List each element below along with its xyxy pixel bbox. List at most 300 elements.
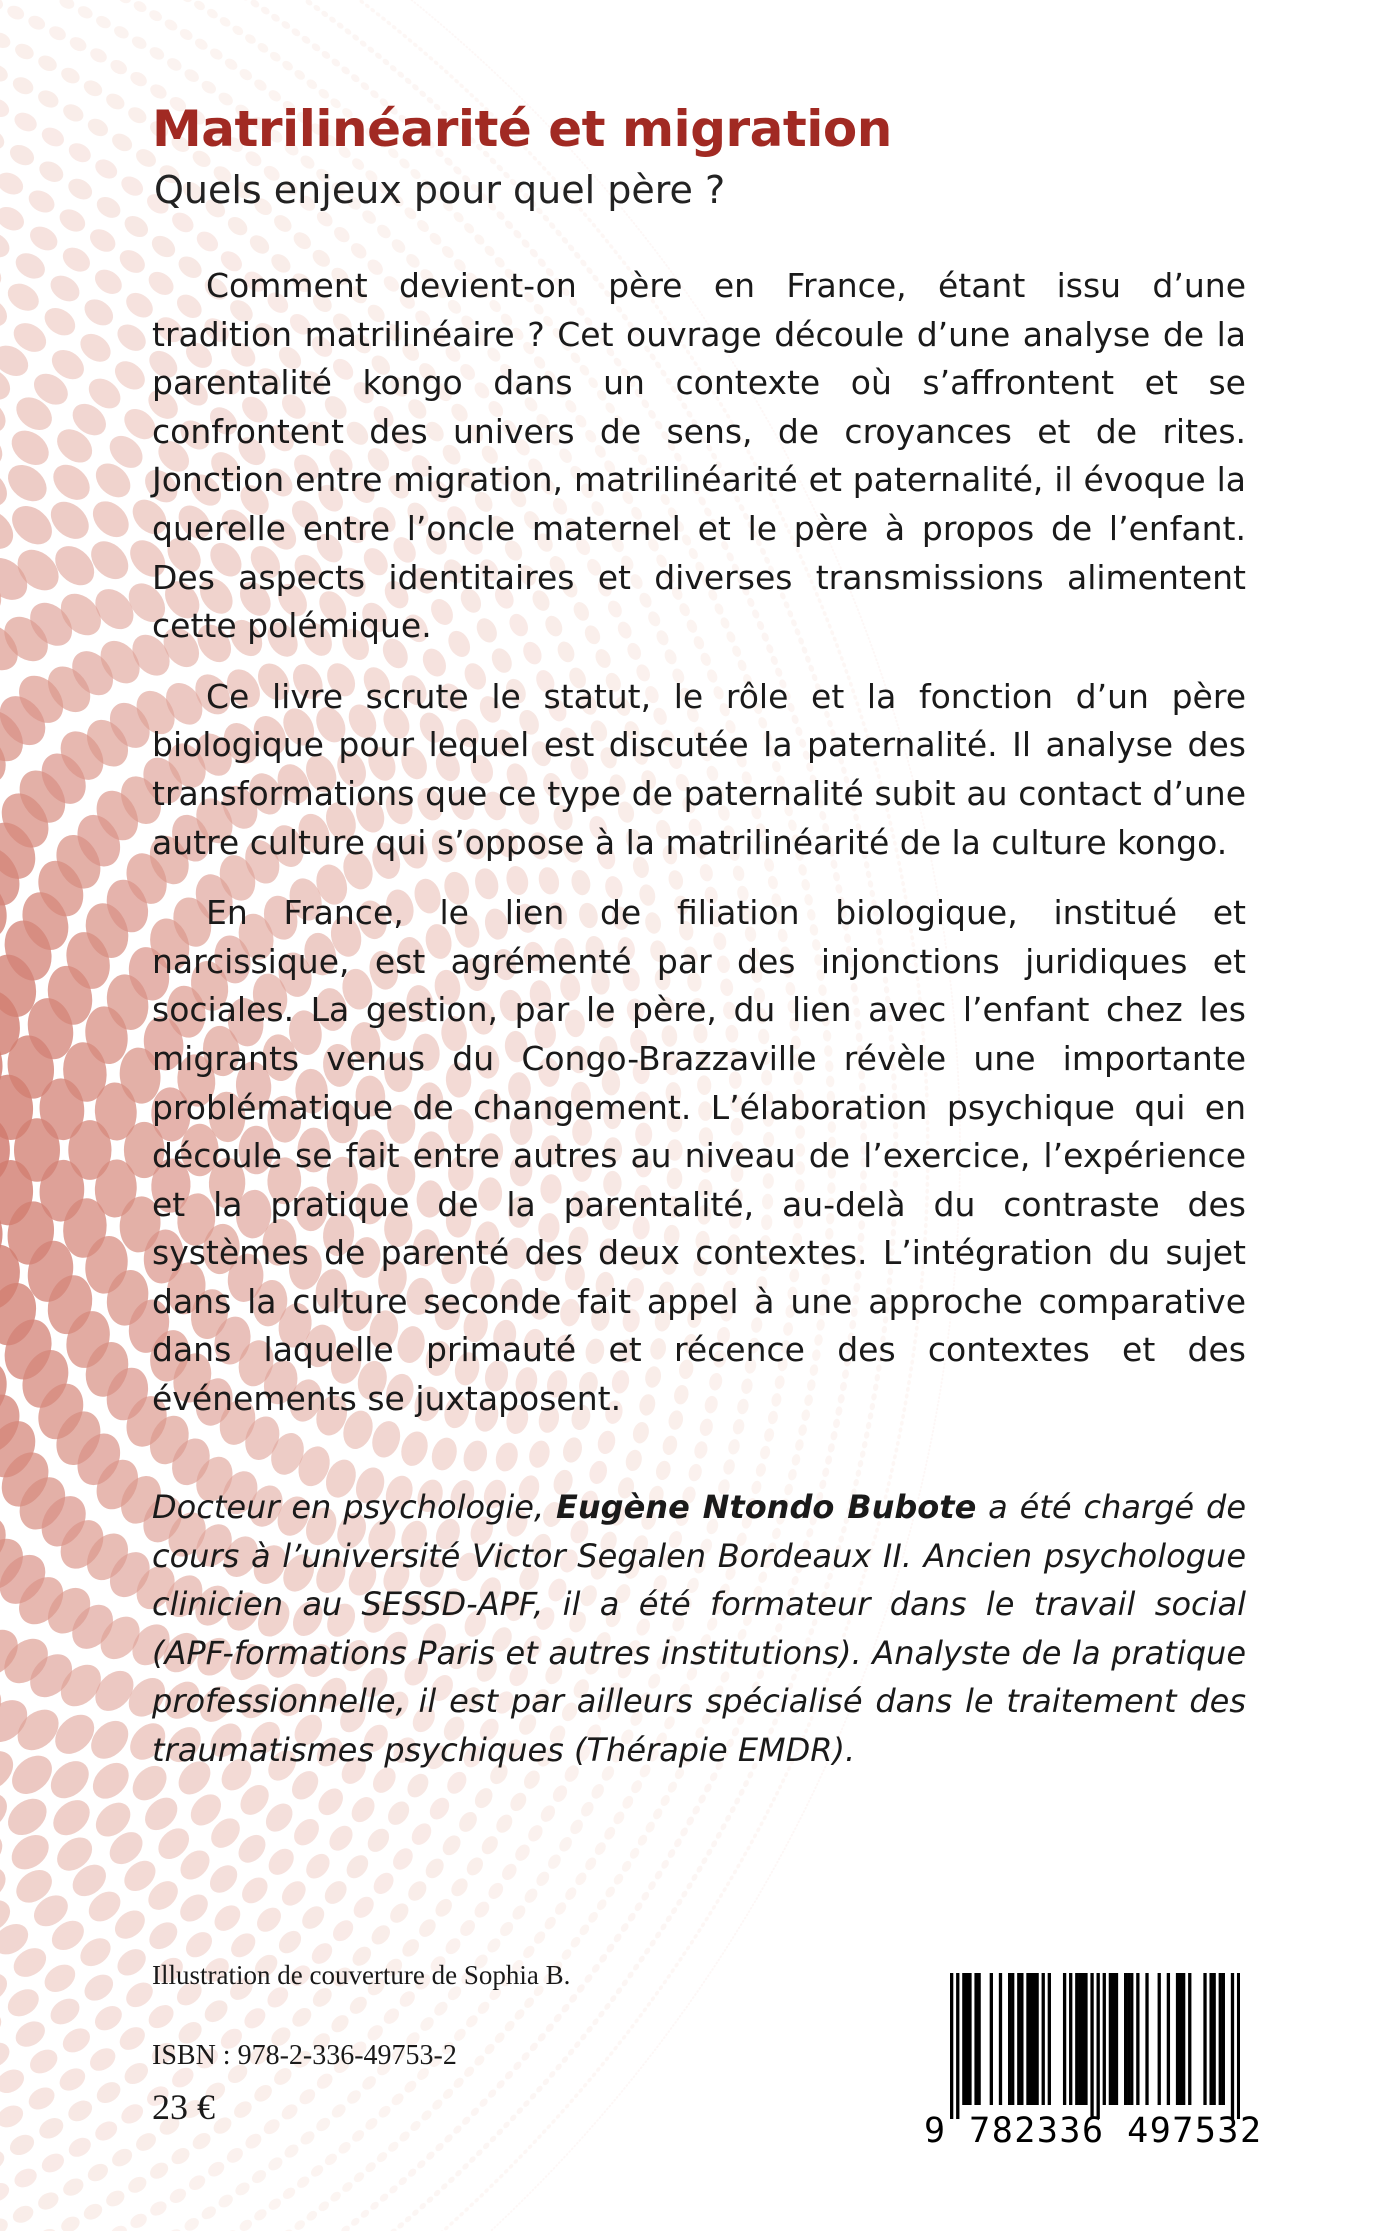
decorative-dot [496, 74, 499, 77]
decorative-dot [770, 1870, 773, 1873]
decorative-dot [590, 1963, 601, 1975]
decorative-dot [922, 1474, 925, 1477]
decorative-dot [4, 498, 59, 552]
decorative-dot [368, 1922, 394, 1949]
decorative-dot [391, 24, 397, 30]
decorative-dot [369, 89, 381, 100]
decorative-dot [293, 68, 307, 82]
decorative-dot [239, 0, 251, 2]
decorative-dot [654, 1930, 663, 1939]
barcode-bar [1103, 1973, 1106, 2105]
decorative-dot [448, 30, 451, 33]
decorative-dot [36, 157, 67, 186]
decorative-dot [374, 222, 393, 241]
decorative-dot [742, 1920, 745, 1923]
decorative-dot [762, 1815, 768, 1821]
decorative-dot [58, 2213, 82, 2231]
decorative-dot [626, 1911, 637, 1923]
decorative-dot [679, 1826, 690, 1838]
decorative-dot [279, 2101, 301, 2122]
decorative-dot [637, 1955, 646, 1964]
decorative-dot [560, 2055, 569, 2064]
decorative-dot [6, 2131, 37, 2159]
barcode-bar [1176, 1973, 1179, 2105]
decorative-dot [471, 50, 474, 53]
decorative-dot [369, 7, 375, 13]
decorative-dot [300, 34, 312, 45]
decorative-dot [406, 2167, 418, 2178]
decorative-dot [578, 158, 581, 161]
decorative-dot [237, 67, 254, 83]
decorative-dot [555, 2113, 561, 2119]
barcode-bar [1203, 1973, 1206, 2105]
decorative-dot [495, 2079, 506, 2091]
decorative-dot [103, 90, 127, 112]
decorative-dot [602, 1825, 617, 1842]
decorative-dot [282, 2142, 301, 2161]
decorative-dot [802, 1810, 805, 1813]
decorative-dot [350, 1893, 378, 1922]
decorative-dot [208, 46, 225, 62]
decorative-dot [787, 1468, 798, 1481]
decorative-dot [926, 1460, 929, 1463]
decorative-dot [0, 30, 13, 51]
decorative-dot [628, 216, 631, 219]
barcode-bar [1112, 1973, 1115, 2105]
decorative-dot [626, 1970, 635, 1979]
decorative-dot [642, 2063, 645, 2066]
decorative-dot [46, 458, 96, 507]
decorative-dot [585, 2025, 594, 2034]
decorative-dot [328, 2190, 342, 2204]
decorative-dot [502, 2120, 511, 2129]
decorative-dot [534, 2186, 537, 2189]
decorative-dot [759, 1890, 762, 1893]
decorative-dot [787, 1840, 790, 1843]
decorative-dot [526, 2194, 529, 2197]
decorative-dot [76, 4, 95, 21]
decorative-dot [639, 230, 642, 233]
decorative-dot [5, 3, 26, 22]
decorative-dot [591, 2124, 594, 2127]
decorative-dot [408, 2119, 422, 2133]
blurb-paragraph: Ce livre scrute le statut, le rôle et la fonction d’un père biologique pour lequel est discutée la paternalité. Il analyse des transformations que ce type de paternalité subit au contact d’une autre culture qui s’oppose à la matrilinéarité de la culture kongo. [152, 676, 1246, 862]
decorative-dot [795, 1823, 798, 1826]
decorative-dot [458, 2211, 464, 2217]
decorative-dot [733, 1796, 741, 1805]
decorative-dot [3, 1984, 44, 2022]
decorative-dot [118, 2100, 147, 2127]
decorative-dot [598, 2116, 601, 2119]
decorative-dot [439, 1832, 464, 1859]
decorative-dot [547, 2172, 550, 2175]
decorative-dot [791, 1453, 802, 1466]
decorative-dot [305, 77, 319, 91]
decorative-dot [560, 2002, 571, 2014]
decorative-dot [651, 2051, 654, 2054]
decorative-dot [586, 2077, 592, 2083]
decorative-dot [261, 2116, 283, 2137]
decorative-dot [0, 227, 14, 262]
decorative-dot [620, 1859, 633, 1873]
decorative-dot [65, 2134, 94, 2161]
decorative-dot [433, 60, 439, 66]
decorative-dot [10, 2202, 36, 2226]
decorative-dot [148, 81, 170, 101]
decorative-dot [351, 33, 360, 42]
barcode-bar [962, 1973, 965, 2105]
decorative-dot [578, 2087, 584, 2093]
decorative-dot [792, 1830, 795, 1833]
barcode-bar [1109, 1973, 1112, 2105]
decorative-dot [497, 1919, 515, 1938]
decorative-dot [6, 141, 37, 169]
decorative-dot [653, 2048, 656, 2051]
decorative-dot [515, 2205, 518, 2208]
decorative-dot [666, 1780, 679, 1794]
decorative-dot [25, 186, 59, 217]
decorative-dot [928, 1448, 931, 1451]
decorative-dot [290, 229, 314, 253]
decorative-dot [88, 45, 110, 65]
decorative-dot [538, 1803, 558, 1825]
decorative-dot [749, 1839, 755, 1845]
decorative-dot [493, 71, 496, 74]
decorative-dot [665, 2033, 668, 2036]
decorative-dot [422, 51, 428, 57]
decorative-dot [46, 270, 85, 306]
decorative-dot [560, 236, 569, 245]
decorative-dot [55, 205, 89, 237]
decorative-dot [320, 1877, 351, 1908]
decorative-dot [790, 1834, 793, 1837]
decorative-dot [689, 1939, 695, 1945]
decorative-dot [386, 2140, 400, 2154]
decorative-dot [735, 1863, 741, 1869]
decorative-dot [658, 255, 661, 258]
decorative-dot [313, 1784, 348, 1820]
decorative-dot [593, 2122, 596, 2125]
decorative-dot [922, 1478, 925, 1481]
decorative-dot [312, 4, 321, 13]
decorative-dot [199, 78, 218, 96]
decorative-dot [81, 77, 105, 99]
decorative-dot [612, 1872, 625, 1886]
decorative-dot [36, 52, 60, 74]
decorative-dot [698, 1987, 701, 1990]
decorative-dot [718, 1892, 724, 1898]
decorative-dot [507, 2213, 510, 2216]
barcode-bar [1063, 1973, 1066, 2105]
decorative-dot [5, 1828, 56, 1877]
decorative-dot [689, 1999, 692, 2002]
decorative-dot [411, 2208, 420, 2217]
decorative-dot [118, 172, 147, 199]
decorative-dot [654, 1459, 673, 1482]
decorative-dot [629, 1778, 644, 1795]
decorative-dot [563, 2155, 566, 2158]
decorative-dot [667, 2030, 670, 2033]
decorative-dot [386, 20, 392, 26]
decorative-dot [92, 2117, 121, 2144]
decorative-dot [121, 212, 153, 242]
decorative-dot [738, 1926, 741, 1929]
barcode-bar [990, 1973, 993, 2105]
decorative-dot [623, 2087, 626, 2090]
decorative-dot [488, 66, 491, 69]
decorative-dot [10, 74, 36, 98]
decorative-dot [744, 1916, 747, 1919]
decorative-dot [441, 2087, 455, 2101]
decorative-dot [651, 1807, 664, 1821]
decorative-dot [573, 2040, 582, 2049]
decorative-dot [0, 2038, 14, 2073]
barcode-bar [1158, 1973, 1161, 2105]
barcode-bar [1209, 1973, 1212, 2105]
decorative-dot [520, 2199, 523, 2202]
decorative-dot [193, 227, 222, 255]
decorative-dot [380, 16, 386, 22]
decorative-dot [1, 1791, 54, 1842]
decorative-dot [687, 1462, 704, 1482]
decorative-dot [440, 244, 456, 261]
decorative-dot [189, 2130, 213, 2153]
decorative-dot [612, 249, 618, 255]
barcode-bar [965, 1973, 968, 2105]
decorative-dot [496, 2223, 499, 2226]
decorative-dot [112, 24, 131, 41]
decorative-dot [722, 1886, 728, 1892]
decorative-dot [567, 2048, 576, 2057]
decorative-dot [0, 256, 6, 293]
decorative-dot [86, 1756, 136, 1806]
barcode-bar [1017, 1973, 1020, 2105]
decorative-dot [462, 2065, 476, 2079]
decorative-dot [672, 2024, 675, 2027]
decorative-dot [740, 1923, 743, 1926]
barcode-bar [1167, 1973, 1170, 2105]
decorative-dot [662, 1979, 668, 1985]
decorative-dot [587, 1459, 610, 1486]
decorative-dot [498, 2173, 504, 2179]
barcode-bar [1124, 1973, 1127, 2105]
decorative-dot [583, 164, 586, 167]
author-bio-text: a été chargé de cours à l’université Victor Segalen Bordeaux II. Ancien psychologue clinicien au SESSD-APF, il a été formateur dans le travail social (APF-formations Paris et autres institutions). Analyste de la pratique professionnelle, il est par ailleurs spécialisé dans le traitement des traumatismes psychiques (Thérapie EMDR). [152, 1488, 1247, 1769]
decorative-dot [389, 2227, 398, 2231]
decorative-dot [648, 1939, 657, 1948]
barcode-bar [1084, 1973, 1087, 2105]
decorative-dot [384, 1797, 414, 1829]
decorative-dot [47, 23, 69, 42]
decorative-dot [623, 1448, 644, 1473]
decorative-dot [224, 2145, 246, 2166]
decorative-dot [857, 1459, 864, 1467]
decorative-dot [58, 2023, 94, 2057]
decorative-dot [765, 1808, 771, 1814]
decorative-dot [293, 2218, 307, 2231]
decorative-dot [552, 2012, 563, 2024]
barcode-bar [1188, 1973, 1191, 2105]
decorative-dot [305, 2209, 319, 2223]
decorative-dot [544, 2175, 547, 2178]
decorative-dot [589, 1782, 606, 1801]
decorative-dot [649, 2054, 652, 2057]
decorative-dot [434, 2141, 445, 2152]
decorative-dot [518, 95, 521, 98]
decorative-dot [457, 1917, 478, 1939]
decorative-dot [608, 2050, 614, 2056]
decorative-dot [925, 1463, 928, 1466]
decorative-dot [680, 1890, 688, 1899]
barcode-bar [968, 1973, 971, 2105]
decorative-dot [266, 2196, 283, 2212]
decorative-dot [465, 45, 468, 48]
decorative-dot [46, 1793, 96, 1842]
decorative-dot [246, 232, 273, 258]
decorative-dot [11, 2016, 50, 2052]
decorative-dot [439, 23, 442, 26]
decorative-dot [495, 2127, 504, 2136]
decorative-dot [81, 2201, 105, 2223]
decorative-dot [595, 227, 601, 233]
decorative-dot [501, 79, 504, 82]
decorative-dot [642, 2007, 648, 2013]
decorative-dot [440, 2182, 449, 2191]
decorative-dot [426, 1794, 453, 1823]
decorative-dot [289, 2004, 315, 2030]
decorative-dot [359, 39, 368, 48]
barcode-bar [1081, 1973, 1084, 2105]
decorative-dot [128, 69, 150, 89]
decorative-dot [548, 221, 557, 230]
decorative-dot [888, 1474, 893, 1480]
decorative-dot [280, 2227, 294, 2231]
decorative-dot [780, 1778, 786, 1784]
barcode-bar [956, 1973, 959, 2119]
decorative-dot [352, 2170, 366, 2184]
decorative-dot [366, 45, 375, 54]
decorative-dot [109, 130, 136, 155]
decorative-dot [732, 1869, 738, 1875]
decorative-dot [510, 87, 513, 90]
decorative-dot [408, 1820, 436, 1849]
decorative-dot [629, 2023, 635, 2029]
decorative-dot [425, 2195, 434, 2204]
decorative-dot [761, 1887, 764, 1890]
decorative-dot [205, 7, 219, 20]
barcode-bar [1097, 1973, 1100, 2119]
decorative-dot [621, 2034, 627, 2040]
decorative-dot [738, 1788, 746, 1797]
decorative-dot [328, 2012, 352, 2036]
decorative-dot [739, 1857, 745, 1863]
decorative-dot [892, 1454, 897, 1460]
decorative-dot [428, 13, 431, 16]
decorative-dot [231, 24, 245, 37]
decorative-dot [691, 1804, 701, 1816]
decorative-dot [573, 1870, 589, 1887]
decorative-dot [493, 2178, 499, 2184]
decorative-dot [237, 2217, 254, 2231]
decorative-dot [455, 1809, 480, 1836]
barcode-bar [1042, 1973, 1045, 2105]
decorative-dot [658, 1984, 664, 1990]
decorative-dot [609, 1994, 618, 2003]
decorative-dot [508, 2163, 514, 2169]
author-bio-prefix: Docteur en psychologie, [152, 1488, 557, 1526]
decorative-dot [461, 2162, 470, 2171]
decorative-dot [579, 2032, 588, 2041]
decorative-dot [560, 2158, 563, 2161]
decorative-dot [360, 2073, 379, 2092]
decorative-dot [510, 1903, 528, 1922]
decorative-dot [280, 59, 294, 73]
decorative-dot [812, 1790, 815, 1793]
decorative-dot [499, 2220, 502, 2223]
decorative-dot [774, 1864, 777, 1867]
decorative-dot [635, 225, 638, 228]
decorative-dot [115, 2022, 149, 2054]
decorative-dot [483, 2042, 497, 2056]
decorative-dot [499, 76, 502, 79]
decorative-dot [600, 2061, 606, 2067]
decorative-dot [389, 237, 408, 256]
decorative-dot [889, 1467, 894, 1473]
decorative-dot [522, 2149, 528, 2155]
decorative-dot [438, 64, 444, 70]
decorative-dot [811, 1793, 814, 1796]
barcode-bar [1078, 1973, 1081, 2105]
decorative-dot [757, 1893, 760, 1896]
decorative-dot [677, 1956, 683, 1962]
decorative-dot [729, 1875, 735, 1881]
decorative-dot [704, 1916, 710, 1922]
decorative-dot [640, 1890, 651, 1902]
decorative-dot [518, 2202, 521, 2205]
decorative-dot [591, 2017, 600, 2026]
decorative-dot [343, 27, 352, 36]
decorative-dot [646, 2057, 649, 2060]
barcode-bar [950, 1973, 953, 2119]
decorative-dot [742, 1779, 750, 1788]
decorative-dot [788, 1837, 791, 1840]
decorative-dot [418, 2202, 427, 2211]
decorative-dot [448, 73, 454, 79]
decorative-dot [260, 5, 272, 16]
decorative-dot [295, 2174, 312, 2190]
decorative-dot [702, 1980, 705, 1983]
decorative-dot [536, 160, 542, 166]
decorative-dot [55, 2064, 89, 2096]
decorative-dot [36, 2226, 60, 2231]
barcode [924, 1973, 1263, 2177]
decorative-dot [264, 1844, 299, 1880]
decorative-dot [331, 224, 353, 245]
decorative-dot [454, 2169, 463, 2178]
decorative-dot [656, 251, 659, 254]
decorative-dot [891, 1461, 896, 1467]
decorative-dot [108, 57, 130, 77]
decorative-dot [317, 87, 331, 101]
decorative-dot [86, 225, 120, 257]
decorative-dot [532, 2139, 538, 2145]
barcode-bar [1115, 1973, 1118, 2105]
decorative-dot [93, 193, 125, 223]
isbn: ISBN : 978-2-336-49753-2 [152, 2040, 457, 2071]
decorative-dot [488, 2183, 494, 2189]
decorative-dot [58, 65, 82, 87]
decorative-dot [544, 2022, 555, 2034]
